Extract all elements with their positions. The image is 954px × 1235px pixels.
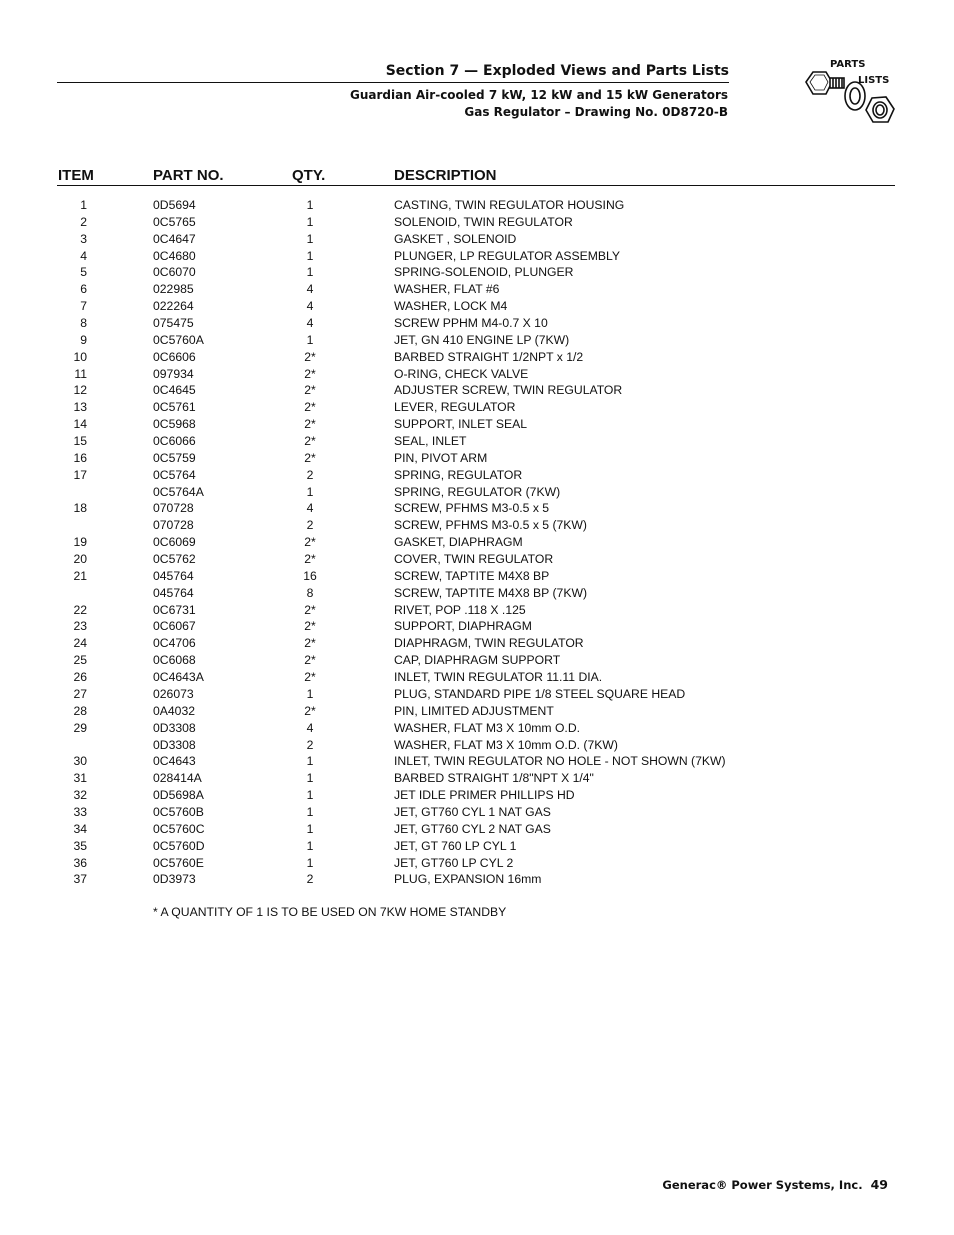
table-row [0,855,954,872]
table-row [0,804,954,821]
part-number: 0A4032 [153,703,196,718]
quantity: 1 [306,332,314,347]
item-number: 21 [73,568,87,583]
description: PLUG, EXPANSION 16mm [394,872,542,887]
part-number: 0C4643A [153,670,204,685]
part-number: 022264 [153,299,194,314]
table-row [0,669,954,686]
page-number: 49 [870,1177,888,1192]
description: JET, GT760 CYL 2 NAT GAS [394,821,551,836]
item-number: 19 [73,535,87,550]
part-number: 0C6069 [153,535,196,550]
part-number: 0C5760D [153,838,205,853]
quantity: 2* [304,552,316,567]
item-number: 24 [73,636,87,651]
description: JET, GT760 CYL 1 NAT GAS [394,804,551,819]
part-number: 045764 [153,585,194,600]
item-number: 13 [73,400,87,415]
quantity: 2 [306,467,314,482]
part-number: 0D3973 [153,872,196,887]
table-row [0,821,954,838]
table-row [0,382,954,399]
quantity: 1 [306,855,314,870]
table-row [0,366,954,383]
item-number: 22 [73,602,87,617]
description: WASHER, FLAT #6 [394,282,500,297]
quantity: 1 [306,821,314,836]
table-row [0,433,954,450]
part-number: 070728 [153,501,194,516]
column-header-part-no: PART NO. [153,167,224,184]
table-row [0,652,954,669]
quantity: 4 [306,501,314,516]
quantity: 4 [306,282,314,297]
description: PIN, PIVOT ARM [394,450,488,465]
table-row [0,450,954,467]
quantity: 1 [306,198,314,212]
part-number: 0C6606 [153,349,196,364]
table-row [0,703,954,720]
quantity: 1 [306,771,314,786]
quantity: 1 [306,214,314,229]
item-number: 35 [73,838,87,853]
part-number: 0D3308 [153,737,196,752]
column-header-qty: QTY. [292,167,326,184]
description: CAP, DIAPHRAGM SUPPORT [394,653,561,668]
part-number: 0C5764 [153,467,196,482]
quantity: 1 [306,484,314,499]
part-number: 0C5759 [153,450,196,465]
item-number: 12 [73,383,87,398]
table-row [0,871,954,888]
table-row [0,298,954,315]
item-number: 11 [74,366,87,381]
description: COVER, TWIN REGULATOR [394,552,554,567]
description: SCREW, TAPTITE M4X8 BP [394,568,550,583]
item-number: 14 [73,417,87,432]
item-number: 36 [73,855,87,870]
quantity: 1 [306,248,314,263]
quantity: 2* [304,602,316,617]
quantity: 8 [306,585,314,600]
item-number: 10 [73,349,87,364]
item-number: 33 [73,804,87,819]
quantity: 2* [304,400,316,415]
part-number: 0C6066 [153,434,196,449]
part-number: 045764 [153,568,194,583]
description: JET IDLE PRIMER PHILLIPS HD [394,788,575,803]
quantity: 2* [304,653,316,668]
table-row [0,737,954,754]
description: SPRING, REGULATOR [394,467,523,482]
description: WASHER, FLAT M3 X 10mm O.D. (7KW) [394,737,618,752]
part-number: 070728 [153,518,194,533]
quantity: 1 [306,265,314,280]
table-row [0,618,954,635]
part-number: 0C5968 [153,417,196,432]
quantity: 2* [304,636,316,651]
item-number: 30 [73,754,87,769]
description: ADJUSTER SCREW, TWIN REGULATOR [394,383,623,398]
table-row [0,602,954,619]
description: SEAL, INLET [394,434,467,449]
quantity: 1 [306,686,314,701]
quantity: 1 [306,838,314,853]
part-number: 026073 [153,686,194,701]
part-number: 028414A [153,771,202,786]
part-number: 0C4680 [153,248,196,263]
quantity: 2* [304,434,316,449]
table-row [0,568,954,585]
item-number: 15 [73,434,87,449]
quantity: 2* [304,450,316,465]
description: CASTING, TWIN REGULATOR HOUSING [394,198,625,212]
quantity: 2* [304,417,316,432]
item-number: 9 [80,332,87,347]
description: INLET, TWIN REGULATOR 11.11 DIA. [394,670,603,685]
item-number: 5 [80,265,87,280]
part-number: 0C6070 [153,265,196,280]
item-number: 28 [73,703,87,718]
table-header [57,166,895,186]
quantity: 4 [306,720,314,735]
table-row [0,517,954,534]
logo-text-parts: PARTS [830,59,866,70]
part-number: 0C6067 [153,619,196,634]
table-row [0,264,954,281]
section-title: Section 7 — Exploded Views and Parts Lists [385,63,729,79]
table-row [0,787,954,804]
item-number: 8 [80,316,87,331]
part-number: 0C5760A [153,332,204,347]
part-number: 097934 [153,366,194,381]
table-row [0,467,954,484]
item-number: 17 [73,467,87,482]
quantity: 2 [306,872,314,887]
item-number: 1 [80,198,87,212]
description: RIVET, POP .118 X .125 [394,602,526,617]
table-row [0,214,954,231]
item-number: 16 [73,450,87,465]
item-number: 37 [73,872,87,887]
quantity: 2* [304,349,316,364]
quantity: 1 [306,231,314,246]
description: SPRING-SOLENOID, PLUNGER [394,265,574,280]
description: SCREW PPHM M4-0.7 X 10 [394,316,548,331]
quantity: 1 [306,754,314,769]
description: BARBED STRAIGHT 1/2NPT x 1/2 [394,349,584,364]
part-number: 0C5761 [153,400,196,415]
table-row [0,770,954,787]
table-row [0,551,954,568]
part-number: 0C5765 [153,214,196,229]
quantity: 1 [306,788,314,803]
table-row [0,720,954,737]
part-number: 0C4706 [153,636,196,651]
table-row [0,534,954,551]
table-row [0,585,954,602]
header-rule [57,82,729,83]
description: SCREW, PFHMS M3-0.5 x 5 (7KW) [394,518,587,533]
part-number: 0C6731 [153,602,196,617]
item-number: 26 [73,670,87,685]
description: SPRING, REGULATOR (7KW) [394,484,561,499]
table-row [0,231,954,248]
part-number: 0C4647 [153,231,196,246]
description: JET, GN 410 ENGINE LP (7KW) [394,332,570,347]
table-row [0,838,954,855]
company-name: Generac® Power Systems, Inc. [662,1178,863,1192]
quantity: 2* [304,703,316,718]
part-number: 0C5764A [153,484,204,499]
item-number: 4 [80,248,87,263]
item-number: 2 [80,214,87,229]
footnote: * A QUANTITY OF 1 IS TO BE USED ON 7KW HOME STANDBY [153,905,507,919]
table-row [0,686,954,703]
part-number: 0C5762 [153,552,196,567]
page-footer [662,1177,888,1193]
quantity: 2* [304,366,316,381]
parts-lists-logo [800,54,898,130]
part-number: 0D3308 [153,720,196,735]
description: INLET, TWIN REGULATOR NO HOLE - NOT SHOWN (7KW) [394,754,726,769]
item-number: 20 [73,552,87,567]
description: LEVER, REGULATOR [394,400,516,415]
description: SUPPORT, INLET SEAL [394,417,527,432]
part-number: 0C5760B [153,804,204,819]
quantity: 2 [306,737,314,752]
document-subtitle: Guardian Air-cooled 7 kW, 12 kW and 15 kW Generators [349,88,728,102]
table-row [0,248,954,265]
part-number: 0C4643 [153,754,196,769]
part-number: 0D5694 [153,198,196,212]
quantity: 4 [306,316,314,331]
item-number: 3 [80,231,87,246]
description: SUPPORT, DIAPHRAGM [394,619,532,634]
quantity: 2* [304,383,316,398]
quantity: 2* [304,535,316,550]
table-row [0,349,954,366]
description: SCREW, TAPTITE M4X8 BP (7KW) [394,585,588,600]
table-row [0,635,954,652]
parts-table-body [0,197,954,888]
item-number: 32 [73,788,87,803]
quantity: 4 [306,299,314,314]
description: PLUNGER, LP REGULATOR ASSEMBLY [394,248,620,263]
item-number: 34 [73,821,87,836]
description: BARBED STRAIGHT 1/8"NPT X 1/4" [394,771,594,786]
description: DIAPHRAGM, TWIN REGULATOR [394,636,584,651]
quantity: 2 [306,518,314,533]
description: PIN, LIMITED ADJUSTMENT [394,703,554,718]
item-number: 6 [80,282,87,297]
table-row [0,416,954,433]
column-header-item: ITEM [58,167,94,184]
quantity: 1 [306,804,314,819]
part-number: 0D5698A [153,788,204,803]
item-number: 31 [73,771,87,786]
description: WASHER, LOCK M4 [394,299,508,314]
description: PLUG, STANDARD PIPE 1/8 STEEL SQUARE HEAD [394,686,686,701]
quantity: 16 [303,568,317,583]
table-row [0,399,954,416]
part-number: 075475 [153,316,194,331]
logo-text-lists: LISTS [858,75,890,86]
item-number: 23 [73,619,87,634]
part-number: 0C5760E [153,855,204,870]
part-number: 0C4645 [153,383,196,398]
item-number: 27 [73,686,87,701]
description: GASKET, DIAPHRAGM [394,535,523,550]
item-number: 7 [80,299,87,314]
description: O-RING, CHECK VALVE [394,366,529,381]
description: WASHER, FLAT M3 X 10mm O.D. [394,720,581,735]
description: JET, GT760 LP CYL 2 [394,855,514,870]
table-row [0,197,954,214]
quantity: 2* [304,619,316,634]
drawing-title: Gas Regulator – Drawing No. 0D8720-B [464,105,728,119]
description: JET, GT 760 LP CYL 1 [394,838,517,853]
item-number: 29 [73,720,87,735]
description: GASKET , SOLENOID [394,231,517,246]
page-header [57,60,729,80]
table-row [0,500,954,517]
part-number: 022985 [153,282,194,297]
bolt-washer-nut-icon [800,54,898,130]
item-number: 18 [73,501,87,516]
part-number: 0C6068 [153,653,196,668]
column-header-description: DESCRIPTION [394,167,497,184]
description: SCREW, PFHMS M3-0.5 x 5 [394,501,550,516]
table-row [0,281,954,298]
item-number: 25 [73,653,87,668]
table-row [0,484,954,501]
description: SOLENOID, TWIN REGULATOR [394,214,573,229]
table-row [0,753,954,770]
part-number: 0C5760C [153,821,205,836]
table-row [0,315,954,332]
quantity: 2* [304,670,316,685]
table-row [0,332,954,349]
